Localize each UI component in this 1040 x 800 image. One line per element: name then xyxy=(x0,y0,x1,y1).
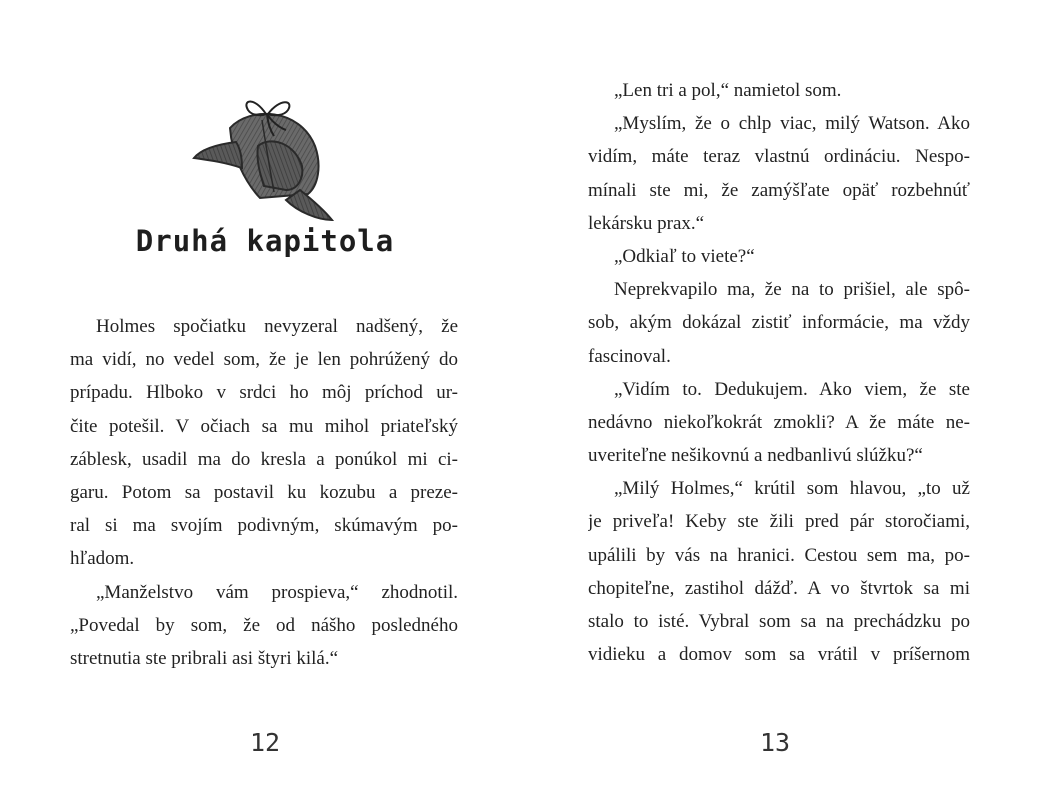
text-line: vidieku a domov som sa vrátil v príšernom xyxy=(588,644,970,666)
text-line: chopiteľne, zastihol dážď. A vo štvrtok sa mi xyxy=(588,577,970,599)
text-line: „Len tri a pol,“ namietol som. xyxy=(614,80,842,101)
text-line: stalo to isté. Vybral som sa na prechádzku po xyxy=(588,611,970,632)
text-line: stretnutia ste pribrali asi štyri kilá.“ xyxy=(70,647,339,669)
left-page-body xyxy=(70,310,458,675)
text-line: Neprekvapilo ma, že na to prišiel, ale spô- xyxy=(614,279,970,301)
chapter-title: Druhá kapitola xyxy=(135,224,395,258)
text-line: „Odkiaľ to viete?“ xyxy=(614,245,755,267)
text-line: Holmes spočiatku nevyzeral nadšený, že xyxy=(96,316,458,337)
text-line: garu. Potom sa postavil ku kozubu a preze- xyxy=(70,481,458,503)
text-line: nedávno niekoľkokrát zmokli? A že máte ne- xyxy=(588,411,970,433)
page-number: 12 xyxy=(249,728,281,757)
text-line: mínali ste mi, že zamýšľate opäť rozbehnúť xyxy=(588,179,970,201)
text-line: „Povedal by som, že od nášho posledného xyxy=(70,614,458,636)
text-line: „Manželstvo vám prospieva,“ zhodnotil. xyxy=(96,581,458,603)
text-line: „Milý Holmes,“ krútil som hlavou, „to už xyxy=(614,478,970,500)
right-page xyxy=(520,0,1040,800)
text-line: je priveľa! Keby ste žili pred pár storočiami, xyxy=(588,511,970,533)
page-number: 13 xyxy=(759,728,791,757)
text-line: ma vidí, no vedel som, že je len pohrúžený do xyxy=(70,349,458,371)
text-line: „Myslím, že o chlp viac, milý Watson. Ako xyxy=(614,113,970,135)
text-line: lekársku prax.“ xyxy=(588,212,705,234)
text-line: „Vidím to. Dedukujem. Ako viem, že ste xyxy=(614,378,970,400)
text-line: vidím, máte teraz vlastnú ordináciu. Nespo- xyxy=(588,146,970,168)
text-line: uveriteľne nešikovnú a nedbanlivú slúžku?“ xyxy=(588,445,923,467)
right-page-body xyxy=(588,74,970,671)
text-line: ral si ma svojím podivným, skúmavým po- xyxy=(70,515,458,537)
text-line: záblesk, usadil ma do kresla a ponúkol mi ci- xyxy=(70,448,458,470)
text-line: fascinoval. xyxy=(588,345,671,367)
deerstalker-hat-icon xyxy=(190,86,340,226)
text-line: hľadom. xyxy=(70,548,135,570)
text-line: upálili by vás na hranici. Cestou sem ma, po- xyxy=(588,544,970,566)
text-line: čite potešil. V očiach sa mu mihol priateľský xyxy=(70,415,458,437)
text-line: prípadu. Hlboko v srdci ho môj príchod ur- xyxy=(70,382,458,404)
text-line: sob, akým dokázal zistiť informácie, ma vždy xyxy=(588,312,970,334)
